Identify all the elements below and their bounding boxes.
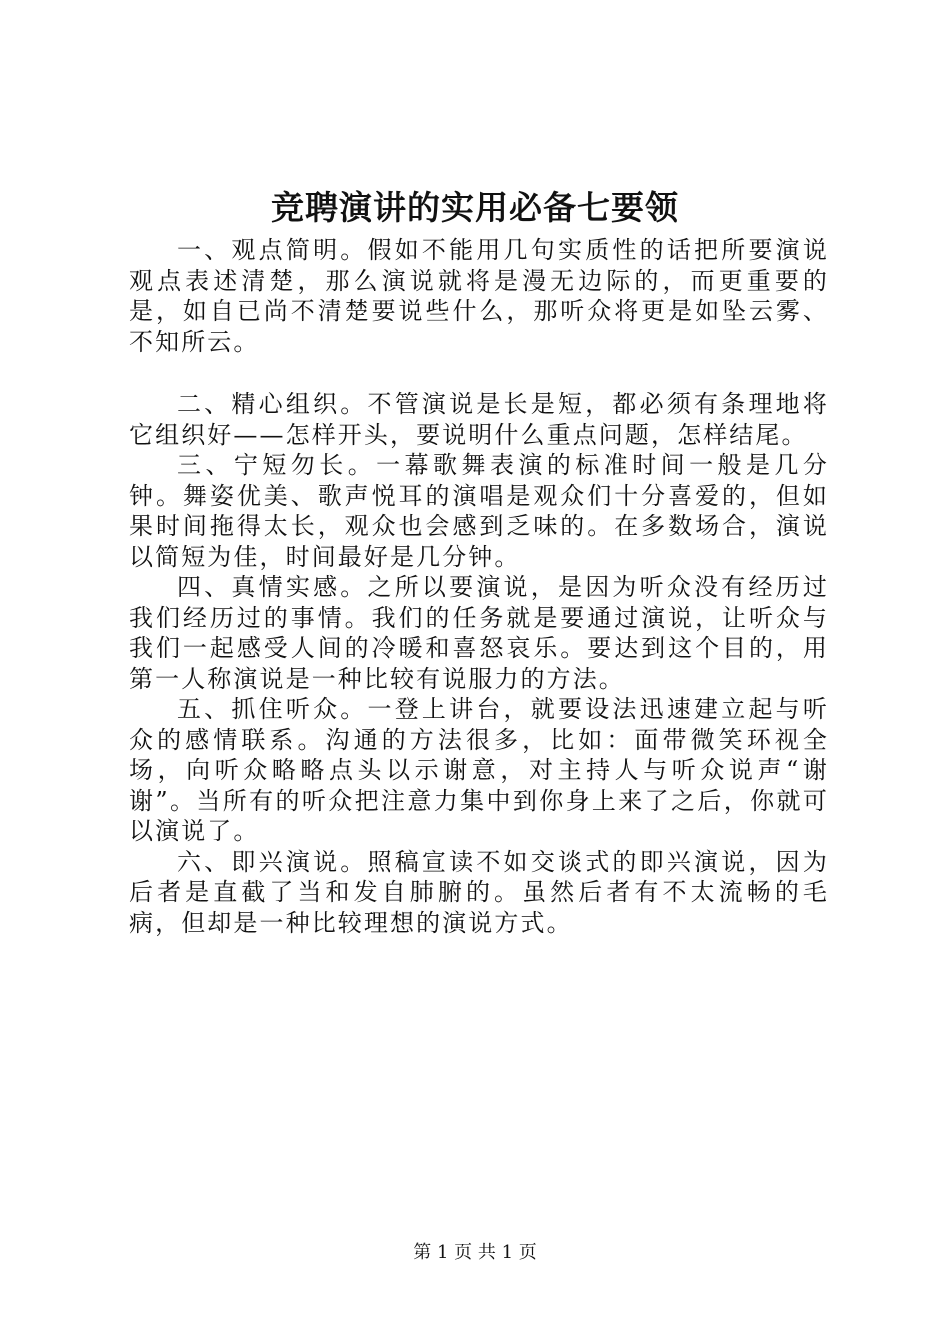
document-body	[129, 235, 829, 938]
paragraph-4: 四、真情实感。之所以要演说，是因为听众没有经历过我们经历过的事情。我们的任务就是要通过演说，让听众与我们一起感受人间的冷暖和喜怒哀乐。要达到这个目的，用第一人称演说是一种比较有说服力的方法。	[129, 573, 829, 693]
paragraph-2: 二、精心组织。不管演说是长是短，都必须有条理地将它组织好——怎样开头，要说明什么重点问题，怎样结尾。	[129, 390, 829, 449]
paragraph-3: 三、宁短勿长。一幕歌舞表演的标准时间一般是几分钟。舞姿优美、歌声悦耳的演唱是观众们十分喜爱的，但如果时间拖得太长，观众也会感到乏味的。在多数场合，演说以简短为佳，时间最好是几分钟。	[129, 451, 829, 571]
paragraph-6: 六、即兴演说。照稿宣读不如交谈式的即兴演说，因为后者是直截了当和发自肺腑的。虽然后者有不太流畅的毛病，但却是一种比较理想的演说方式。	[129, 847, 829, 937]
document-title: 竞聘演讲的实用必备七要领	[271, 188, 679, 227]
paragraph-5: 五、抓住听众。一登上讲台，就要设法迅速建立起与听众的感情联系。沟通的方法很多，比如：面带微笑环视全场，向听众略略点头以示谢意，对主持人与听众说声“谢谢”。当所有的听众把注意力集中到你身上来了之后，你就可以演说了。	[129, 695, 829, 845]
paragraph-1: 一、观点简明。假如不能用几句实质性的话把所要演说观点表述清楚，那么演说就将是漫无边际的，而更重要的是，如自已尚不清楚要说些什么，那听众将更是如坠云雾、不知所云。	[129, 236, 829, 356]
page-footer: 第 1 页 共 1 页	[413, 1242, 537, 1263]
